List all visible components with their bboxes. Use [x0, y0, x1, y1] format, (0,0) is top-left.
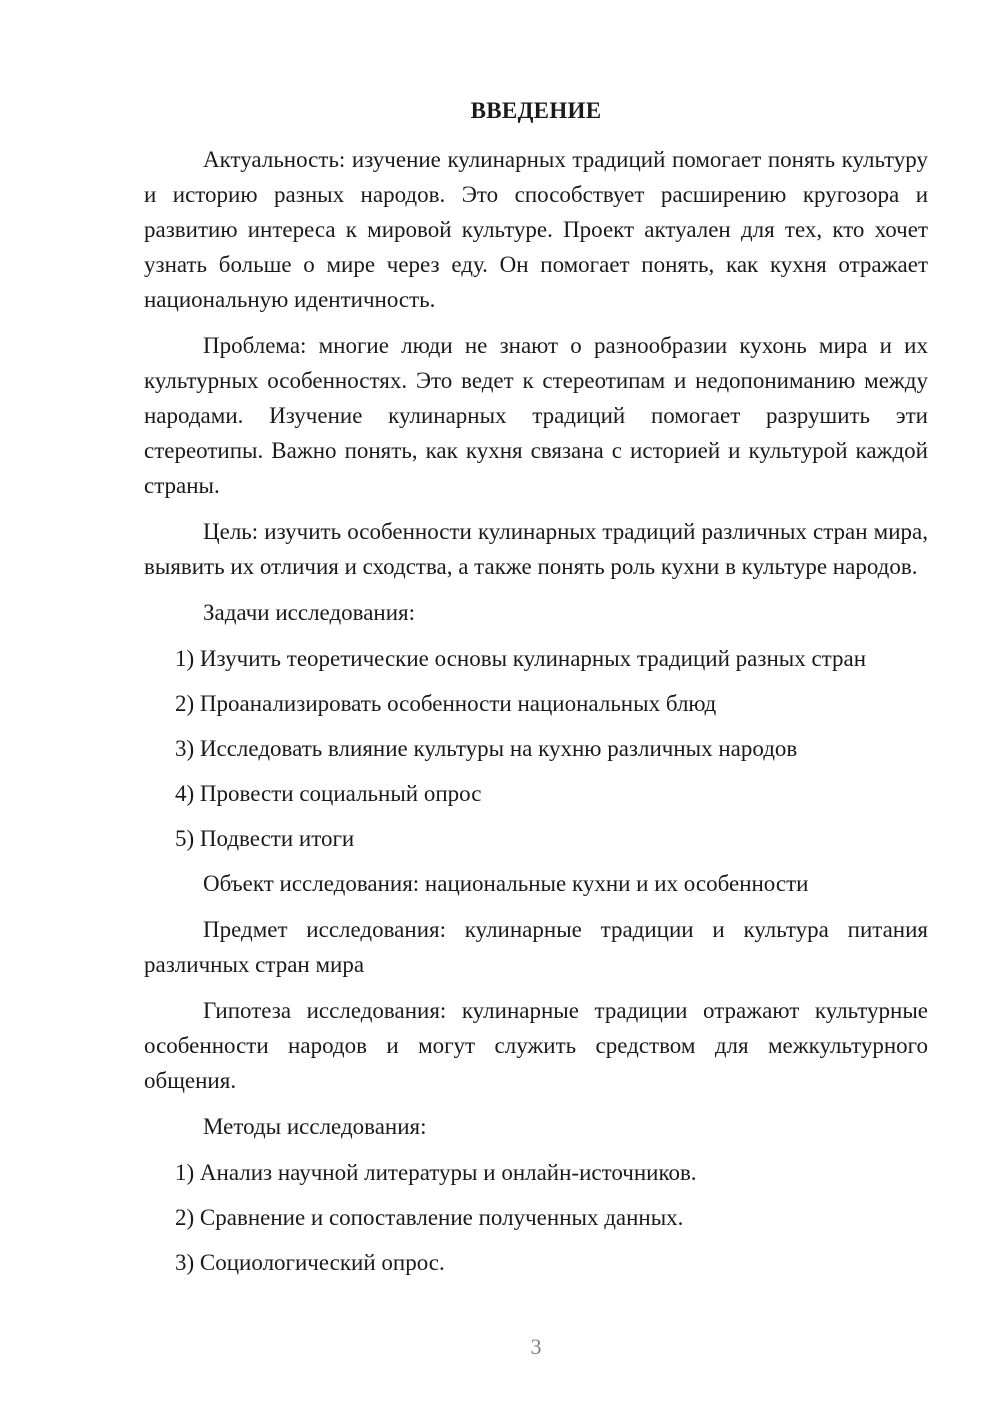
list-item: 5) Подвести итоги	[175, 826, 355, 851]
list-item: 3) Исследовать влияние культуры на кухню различных народов	[175, 736, 798, 761]
list-item: 2) Проанализировать особенности национальных блюд	[175, 691, 717, 716]
paragraph-relevance: Актуальность: изучение кулинарных традиций помогает понять культуру и историю разных народов. Это способствует расширению кругозора и развитию интереса к мировой культуре. Проект актуален для тех, кто хочет узнать больше о мире через еду. Он помогает понять, как кухня отражает национальную идентичность.	[144, 147, 928, 312]
list-item: 1) Изучить теоретические основы кулинарных традиций разных стран	[175, 646, 867, 671]
list-item: 4) Провести социальный опрос	[175, 781, 482, 806]
paragraph-object: Объект исследования: национальные кухни и их особенности	[203, 871, 809, 896]
list-item: 3) Социологический опрос.	[175, 1250, 445, 1275]
list-item: 1) Анализ научной литературы и онлайн-источников.	[175, 1160, 697, 1185]
paragraph-goal: Цель: изучить особенности кулинарных традиций различных стран мира, выявить их отличия и сходства, а также понять роль кухни в культуре народов.	[144, 519, 928, 579]
page-number: 3	[530, 1334, 542, 1359]
tasks-heading: Задачи исследования:	[203, 600, 416, 625]
paragraph-problem: Проблема: многие люди не знают о разнообразии кухонь мира и их культурных особенностях. Это ведет к стереотипам и недопониманию между народами. Изучение кулинарных традиций помогает разрушить эти стереотипы. Важно понять, как кухня связана с историей и культурой каждой страны.	[144, 333, 928, 498]
list-item: 2) Сравнение и сопоставление полученных данных.	[175, 1205, 684, 1230]
paragraph-hypothesis: Гипотеза исследования: кулинарные традиции отражают культурные особенности народов и могут служить средством для межкультурного общения.	[144, 998, 928, 1093]
tasks-list	[144, 641, 928, 856]
paragraph-subject: Предмет исследования: кулинарные традиции и культура питания различных стран мира	[144, 917, 928, 977]
page-title: ВВЕДЕНИЕ	[470, 98, 602, 123]
methods-heading: Методы исследования:	[203, 1114, 427, 1139]
document-body	[144, 142, 928, 1290]
methods-list	[144, 1155, 928, 1280]
